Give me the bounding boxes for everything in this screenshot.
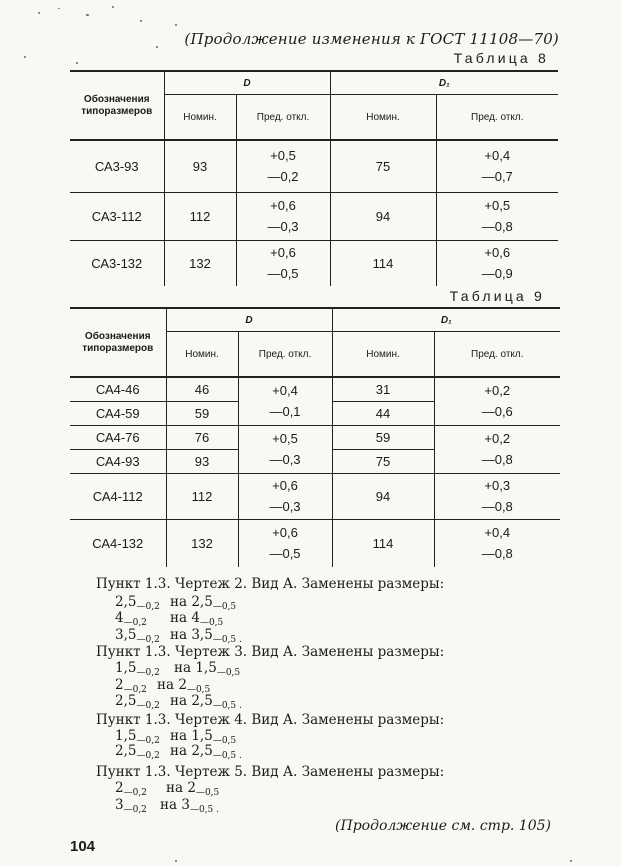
- d1-nominal: 59: [332, 425, 434, 449]
- row-designation: СА4-46: [95, 381, 140, 397]
- dimension-line: на $2_{—0,5}$: [157, 677, 211, 695]
- dimension-line: $2,5_{—0,2}$: [115, 594, 160, 612]
- group-d-header: D: [164, 71, 330, 95]
- group-d1-header: D₁: [332, 308, 560, 332]
- dimension-line: на $3,5_{—0,5 .}$: [170, 627, 242, 645]
- d1-deviation: +0,4 —0,8: [434, 519, 560, 567]
- table-8-caption: Таблица 8: [453, 50, 549, 66]
- row-designation: СА4-93: [70, 449, 166, 473]
- dimension-line: на $1,5_{—0,5}$: [174, 660, 241, 678]
- d-nominal: 93: [166, 449, 238, 473]
- dimension-line: $2_{—0,2}$: [115, 677, 147, 695]
- nominal-header: Номин.: [332, 332, 434, 378]
- deviation-header: Пред. откл.: [434, 332, 560, 378]
- group-d-header: D: [166, 308, 332, 332]
- group-d1-header: D₁: [330, 71, 558, 95]
- row-designation: СА4-76: [70, 425, 166, 449]
- d-nominal: 112: [164, 192, 236, 240]
- d-nominal: 46: [166, 377, 238, 401]
- d-deviation: +0,4 —0,1: [238, 377, 332, 425]
- d1-nominal: 75: [330, 140, 436, 192]
- d1-nominal: 44: [332, 401, 434, 425]
- d-deviation: +0,5 —0,2: [236, 140, 330, 192]
- deviation-header: Пред. откл.: [236, 95, 330, 141]
- paragraph-title: Пункт 1.3. Чертеж 4. Вид А. Заменены размеры:: [96, 712, 445, 728]
- row-designation: СА4-59: [70, 401, 166, 425]
- dimension-line: $3,5_{—0,2}$: [115, 627, 160, 645]
- nominal-header: Номин.: [330, 95, 436, 141]
- row-designation: СА3-93: [94, 158, 139, 174]
- paragraph-title: Пункт 1.3. Чертеж 2. Вид А. Заменены размеры:: [96, 576, 445, 592]
- d1-deviation: +0,2 —0,6: [434, 377, 560, 425]
- d1-nominal: 75: [332, 449, 434, 473]
- continuation-header: (Продолжение изменения к ГОСТ 11108—70): [184, 30, 559, 48]
- paragraph-title: Пункт 1.3. Чертеж 3. Вид А. Заменены размеры:: [96, 644, 445, 660]
- deviation-header: Пред. откл.: [436, 95, 558, 141]
- row-designation: СА3-112: [70, 192, 164, 240]
- dimension-line: на $3_{—0,5 .}$: [160, 797, 219, 815]
- d1-nominal: 94: [330, 192, 436, 240]
- designation-header: Обозначения типоразмеров: [82, 330, 154, 354]
- d-deviation: +0,6 —0,3: [236, 192, 330, 240]
- d-nominal: 112: [166, 473, 238, 519]
- d1-nominal: 114: [332, 519, 434, 567]
- nominal-header: Номин.: [166, 332, 238, 378]
- page-number: 104: [70, 838, 96, 855]
- dimension-line: на $2,5_{—0,5}$: [170, 594, 237, 612]
- d-deviation: +0,5 —0,3: [238, 425, 332, 473]
- d1-deviation: +0,2 —0,8: [434, 425, 560, 473]
- dimension-line: $1,5_{—0,2}$: [115, 728, 160, 746]
- dimension-line: $3_{—0,2}$: [115, 797, 147, 815]
- d1-nominal: 94: [332, 473, 434, 519]
- d-nominal: 132: [166, 519, 238, 567]
- continuation-footer: (Продолжение см. стр. 105): [335, 818, 551, 834]
- table-9-caption: Таблица 9: [449, 288, 545, 304]
- d1-deviation: +0,6 —0,9: [436, 240, 558, 286]
- d1-nominal: 114: [330, 240, 436, 286]
- dimension-line: $1,5_{—0,2}$: [115, 660, 160, 678]
- row-designation: СА3-132: [70, 240, 164, 286]
- dimension-line: на $2,5_{—0,5 .}$: [170, 743, 242, 761]
- designation-header: Обозначения типоразмеров: [81, 93, 153, 117]
- d-deviation: +0,6 —0,3: [238, 473, 332, 519]
- d1-deviation: +0,5 —0,8: [436, 192, 558, 240]
- dimension-line: на $1,5_{—0,5}$: [170, 728, 237, 746]
- paragraph-title: Пункт 1.3. Чертеж 5. Вид А. Заменены размеры:: [96, 764, 445, 780]
- d-nominal: 93: [164, 140, 236, 192]
- nominal-header: Номин.: [164, 95, 236, 141]
- dimension-line: $2,5_{—0,2}$: [115, 743, 160, 761]
- d1-nominal: 31: [332, 377, 434, 401]
- d-deviation: +0,6 —0,5: [236, 240, 330, 286]
- d-nominal: 76: [166, 425, 238, 449]
- d1-deviation: +0,3 —0,8: [434, 473, 560, 519]
- dimension-line: $2_{—0,2}$: [115, 780, 147, 798]
- dimension-line: на $2,5_{—0,5 .}$: [170, 693, 242, 711]
- dimension-line: на $4_{—0,5}$: [170, 610, 224, 628]
- dimension-line: на $2_{—0,5}$: [166, 780, 220, 798]
- deviation-header: Пред. откл.: [238, 332, 332, 378]
- d-nominal: 59: [166, 401, 238, 425]
- dimension-line: $2,5_{—0,2}$: [115, 693, 160, 711]
- d-deviation: +0,6 —0,5: [238, 519, 332, 567]
- d-nominal: 132: [164, 240, 236, 286]
- row-designation: СА4-132: [70, 519, 166, 567]
- d1-deviation: +0,4 —0,7: [436, 140, 558, 192]
- row-designation: СА4-112: [70, 473, 166, 519]
- dimension-line: $4_{—0,2}$: [115, 610, 147, 628]
